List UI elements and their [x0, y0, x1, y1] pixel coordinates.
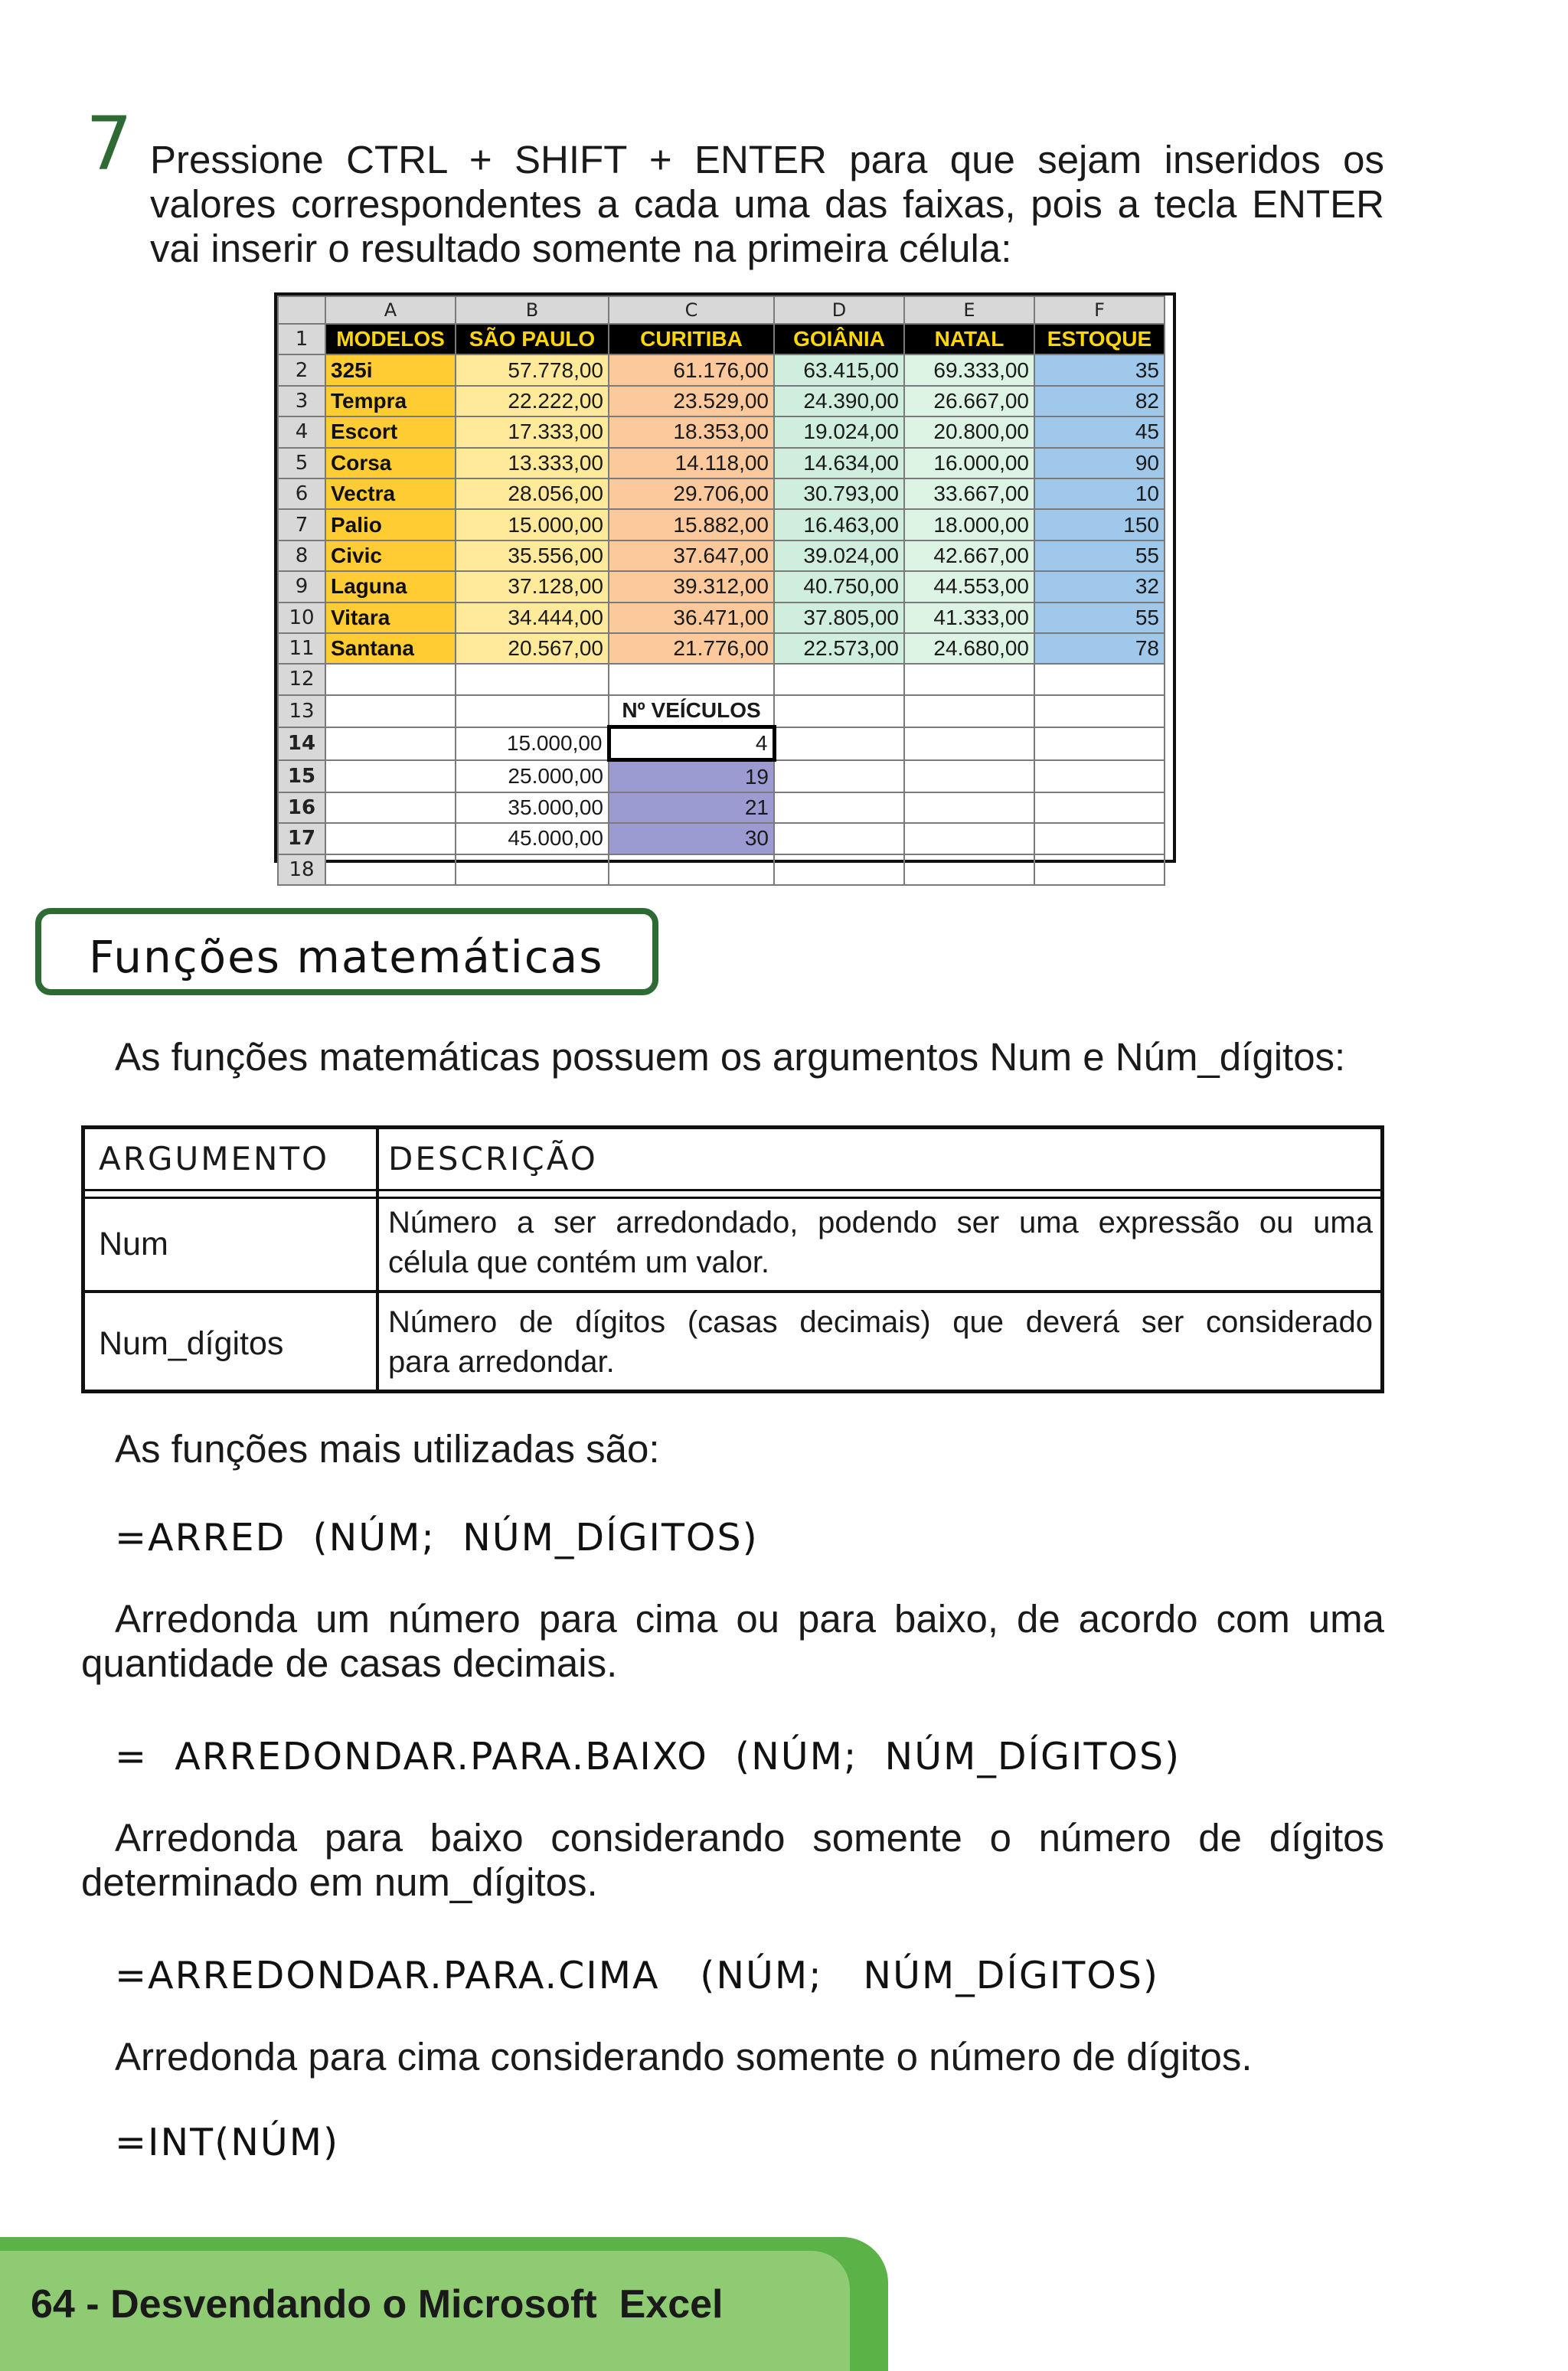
value-cell[interactable]: 39.024,00: [774, 540, 904, 571]
table-divider: [85, 1189, 1380, 1191]
most-used-text: As funções mais utilizadas são:: [115, 1427, 660, 1471]
header-cell[interactable]: MODELOS: [325, 324, 456, 354]
footer-separator: -: [74, 2282, 111, 2327]
description-line: Arredonda um número para cima ou para baixo, de acordo com uma: [115, 1597, 1384, 1641]
row-header[interactable]: 3: [278, 386, 325, 416]
column-header-row: [278, 296, 1165, 324]
step-line: vai inserir o resultado somente na primeira célula:: [150, 227, 1012, 270]
cell[interactable]: [774, 760, 904, 792]
book-title: Desvendando o Microsoft Excel: [110, 2282, 724, 2327]
cell[interactable]: [774, 792, 904, 823]
cell[interactable]: [904, 760, 1034, 792]
value-cell[interactable]: 78: [1034, 633, 1165, 664]
column-header-c[interactable]: C: [609, 296, 774, 324]
value-cell[interactable]: 82: [1034, 386, 1165, 416]
sheet-row: [278, 478, 1165, 509]
value-cell[interactable]: 21.776,00: [609, 633, 774, 664]
value-cell[interactable]: 44.553,00: [904, 571, 1034, 602]
sheet-row: [278, 760, 1165, 792]
sheet-row: [278, 386, 1165, 416]
value-cell[interactable]: 19.024,00: [774, 416, 904, 447]
sheet-row: [278, 603, 1165, 633]
value-cell[interactable]: 29.706,00: [609, 478, 774, 509]
page-number: 64: [31, 2282, 75, 2327]
value-cell[interactable]: 34.444,00: [456, 603, 609, 633]
value-cell[interactable]: 15.000,00: [456, 509, 609, 540]
model-cell[interactable]: Civic: [325, 540, 456, 571]
row-header[interactable]: 6: [278, 478, 325, 509]
value-cell[interactable]: 18.000,00: [904, 509, 1034, 540]
header-cell[interactable]: SÃO PAULO: [456, 324, 609, 354]
model-cell[interactable]: Vectra: [325, 478, 456, 509]
value-cell[interactable]: 30.793,00: [774, 478, 904, 509]
cell[interactable]: [774, 823, 904, 854]
cell[interactable]: [1034, 695, 1165, 727]
step-line: valores correspondentes a cada uma das faixas, pois a tecla ENTER: [150, 182, 1384, 226]
column-header-b[interactable]: B: [456, 296, 609, 324]
cell[interactable]: [1034, 823, 1165, 854]
value-cell[interactable]: 16.463,00: [774, 509, 904, 540]
value-cell[interactable]: 16.000,00: [904, 448, 1034, 478]
value-cell[interactable]: 32: [1034, 571, 1165, 602]
cell[interactable]: [1034, 760, 1165, 792]
cell[interactable]: [609, 664, 774, 694]
value-cell[interactable]: 20.800,00: [904, 416, 1034, 447]
cell[interactable]: [456, 695, 609, 727]
model-cell[interactable]: 325i: [325, 354, 456, 385]
argument-cell: Num_dígitos: [99, 1325, 284, 1362]
row-header[interactable]: 5: [278, 448, 325, 478]
value-cell[interactable]: 22.222,00: [456, 386, 609, 416]
cell[interactable]: [774, 695, 904, 727]
step-line: Pressione CTRL + SHIFT + ENTER para que sejam inseridos os: [150, 138, 1384, 181]
row-header[interactable]: 15: [278, 760, 325, 792]
value-cell[interactable]: 36.471,00: [609, 603, 774, 633]
description-line: determinado em num_dígitos.: [81, 1860, 598, 1904]
cell[interactable]: [456, 664, 609, 694]
row-header[interactable]: 2: [278, 354, 325, 385]
table-divider: [85, 1290, 1380, 1293]
sheet-row: [278, 354, 1165, 385]
cell[interactable]: [904, 792, 1034, 823]
veiculos-label-cell[interactable]: Nº VEÍCULOS: [609, 695, 774, 727]
value-cell[interactable]: 63.415,00: [774, 354, 904, 385]
formula-arredondar-para-baixo: = ARREDONDAR.PARA.BAIXO (NÚM; NÚM_DÍGITOS): [115, 1735, 1181, 1778]
faixa-limite-cell[interactable]: 45.000,00: [456, 823, 609, 854]
row-header[interactable]: 12: [278, 664, 325, 694]
value-cell[interactable]: 37.128,00: [456, 571, 609, 602]
value-cell[interactable]: 150: [1034, 509, 1165, 540]
table-divider: [376, 1129, 379, 1390]
section-heading-box: [35, 908, 658, 995]
formula-arred-description: [81, 1597, 1384, 1686]
model-cell[interactable]: Palio: [325, 509, 456, 540]
section-title: Funções matemáticas: [89, 931, 604, 983]
cell[interactable]: [904, 695, 1034, 727]
row-header[interactable]: 7: [278, 509, 325, 540]
description-cell: [388, 1203, 1373, 1282]
cell[interactable]: [325, 695, 456, 727]
active-cell[interactable]: 4: [609, 727, 774, 760]
cell[interactable]: [904, 727, 1034, 760]
sheet-row: [278, 854, 1165, 885]
row-header[interactable]: 8: [278, 540, 325, 571]
value-cell[interactable]: 23.529,00: [609, 386, 774, 416]
cell[interactable]: [325, 727, 456, 760]
column-header-d[interactable]: D: [774, 296, 904, 324]
cell[interactable]: [774, 727, 904, 760]
step-number: 7: [86, 101, 133, 187]
value-cell[interactable]: 37.647,00: [609, 540, 774, 571]
cell[interactable]: [904, 854, 1034, 885]
description-line: célula que contém um valor.: [388, 1246, 770, 1279]
row-header[interactable]: 1: [278, 324, 325, 354]
row-header[interactable]: 4: [278, 416, 325, 447]
sheet-row: [278, 695, 1165, 727]
value-cell[interactable]: 13.333,00: [456, 448, 609, 478]
cell[interactable]: [609, 854, 774, 885]
value-cell[interactable]: 24.680,00: [904, 633, 1034, 664]
cell[interactable]: [774, 664, 904, 694]
table-divider: [85, 1197, 1380, 1199]
value-cell[interactable]: 39.312,00: [609, 571, 774, 602]
model-cell[interactable]: Corsa: [325, 448, 456, 478]
description-line: quantidade de casas decimais.: [81, 1641, 618, 1685]
model-cell[interactable]: Escort: [325, 416, 456, 447]
sheet-row: [278, 571, 1165, 602]
column-header-e[interactable]: E: [904, 296, 1034, 324]
header-cell[interactable]: NATAL: [904, 324, 1034, 354]
description-column-header: DESCRIÇÃO: [388, 1140, 598, 1177]
formula-baixo-description: [81, 1816, 1384, 1905]
cell[interactable]: [325, 792, 456, 823]
formula-cima-description: Arredonda para cima considerando somente o número de dígitos.: [115, 2035, 1253, 2079]
cell[interactable]: [1034, 727, 1165, 760]
value-cell[interactable]: 33.667,00: [904, 478, 1034, 509]
selected-cell[interactable]: 30: [609, 823, 774, 854]
cell[interactable]: [456, 854, 609, 885]
spreadsheet-screenshot: [274, 292, 1176, 881]
spreadsheet-grid: [277, 296, 1165, 886]
sheet-row: [278, 823, 1165, 854]
sheet-row: [278, 540, 1165, 571]
argument-cell: Num: [99, 1226, 168, 1262]
value-cell[interactable]: 14.118,00: [609, 448, 774, 478]
value-cell[interactable]: 35.556,00: [456, 540, 609, 571]
value-cell[interactable]: 26.667,00: [904, 386, 1034, 416]
value-cell[interactable]: 90: [1034, 448, 1165, 478]
data-rows: [278, 354, 1165, 664]
value-cell[interactable]: 10: [1034, 478, 1165, 509]
arguments-table: [81, 1125, 1384, 1393]
row-header[interactable]: 9: [278, 571, 325, 602]
value-cell[interactable]: 40.750,00: [774, 571, 904, 602]
header-cell[interactable]: GOIÂNIA: [774, 324, 904, 354]
value-cell[interactable]: 57.778,00: [456, 354, 609, 385]
sheet-row: [278, 664, 1165, 694]
cell[interactable]: [904, 823, 1034, 854]
value-cell[interactable]: 22.573,00: [774, 633, 904, 664]
row-header[interactable]: 11: [278, 633, 325, 664]
faixa-limite-cell[interactable]: 35.000,00: [456, 792, 609, 823]
cell[interactable]: [325, 854, 456, 885]
column-header-a[interactable]: A: [325, 296, 456, 324]
description-line: para arredondar.: [388, 1345, 615, 1379]
cell[interactable]: [1034, 854, 1165, 885]
row-header[interactable]: 13: [278, 695, 325, 727]
cell[interactable]: [325, 823, 456, 854]
description-cell: [388, 1302, 1373, 1382]
cell[interactable]: [774, 854, 904, 885]
select-all-corner[interactable]: [278, 296, 325, 324]
model-cell[interactable]: Laguna: [325, 571, 456, 602]
row-header[interactable]: 17: [278, 823, 325, 854]
formula-arred: =ARRED (NÚM; NÚM_DÍGITOS): [115, 1516, 759, 1559]
sheet-row: [278, 633, 1165, 664]
cell[interactable]: [325, 664, 456, 694]
value-cell[interactable]: 28.056,00: [456, 478, 609, 509]
sheet-row: [278, 509, 1165, 540]
model-cell[interactable]: Tempra: [325, 386, 456, 416]
value-cell[interactable]: 69.333,00: [904, 354, 1034, 385]
step-instructions: [150, 138, 1384, 271]
cell[interactable]: [325, 760, 456, 792]
formula-arredondar-para-cima: =ARREDONDAR.PARA.CIMA (NÚM; NÚM_DÍGITOS): [115, 1954, 1160, 1997]
header-cell[interactable]: ESTOQUE: [1034, 324, 1165, 354]
value-cell[interactable]: 24.390,00: [774, 386, 904, 416]
value-cell[interactable]: 61.176,00: [609, 354, 774, 385]
row-header[interactable]: 10: [278, 603, 325, 633]
sheet-row: [278, 727, 1165, 760]
column-header-f[interactable]: F: [1034, 296, 1165, 324]
model-cell[interactable]: Vitara: [325, 603, 456, 633]
value-cell[interactable]: 15.882,00: [609, 509, 774, 540]
footer-label: [31, 2281, 723, 2327]
selected-cell[interactable]: 21: [609, 792, 774, 823]
faixa-limite-cell[interactable]: 15.000,00: [456, 727, 609, 760]
description-line: Número de dígitos (casas decimais) que deverá ser considerado: [388, 1305, 1373, 1339]
sheet-row: [278, 448, 1165, 478]
value-cell[interactable]: 37.805,00: [774, 603, 904, 633]
value-cell[interactable]: 41.333,00: [904, 603, 1034, 633]
cell[interactable]: [1034, 792, 1165, 823]
sheet-row: [278, 324, 1165, 354]
model-cell[interactable]: Santana: [325, 633, 456, 664]
cell[interactable]: [1034, 664, 1165, 694]
section-intro: As funções matemáticas possuem os argumentos Num e Núm_dígitos:: [115, 1035, 1346, 1079]
sheet-row: [278, 416, 1165, 447]
argument-column-header: ARGUMENTO: [99, 1140, 330, 1177]
faixa-rows: [278, 727, 1165, 854]
value-cell[interactable]: 55: [1034, 540, 1165, 571]
value-cell[interactable]: 42.667,00: [904, 540, 1034, 571]
value-cell[interactable]: 20.567,00: [456, 633, 609, 664]
value-cell[interactable]: 18.353,00: [609, 416, 774, 447]
row-header[interactable]: 14: [278, 727, 325, 760]
header-cell[interactable]: CURITIBA: [609, 324, 774, 354]
row-header[interactable]: 16: [278, 792, 325, 823]
formula-int: =INT(NÚM): [115, 2121, 340, 2164]
sheet-row: [278, 792, 1165, 823]
value-cell[interactable]: 55: [1034, 603, 1165, 633]
description-line: Número a ser arredondado, podendo ser uma expressão ou uma: [388, 1206, 1373, 1239]
row-header[interactable]: 18: [278, 854, 325, 885]
value-cell[interactable]: 14.634,00: [774, 448, 904, 478]
value-cell[interactable]: 35: [1034, 354, 1165, 385]
value-cell[interactable]: 45: [1034, 416, 1165, 447]
selected-cell[interactable]: 19: [609, 760, 774, 792]
value-cell[interactable]: 17.333,00: [456, 416, 609, 447]
description-line: Arredonda para baixo considerando somente o número de dígitos: [115, 1816, 1384, 1860]
faixa-limite-cell[interactable]: 25.000,00: [456, 760, 609, 792]
cell[interactable]: [904, 664, 1034, 694]
